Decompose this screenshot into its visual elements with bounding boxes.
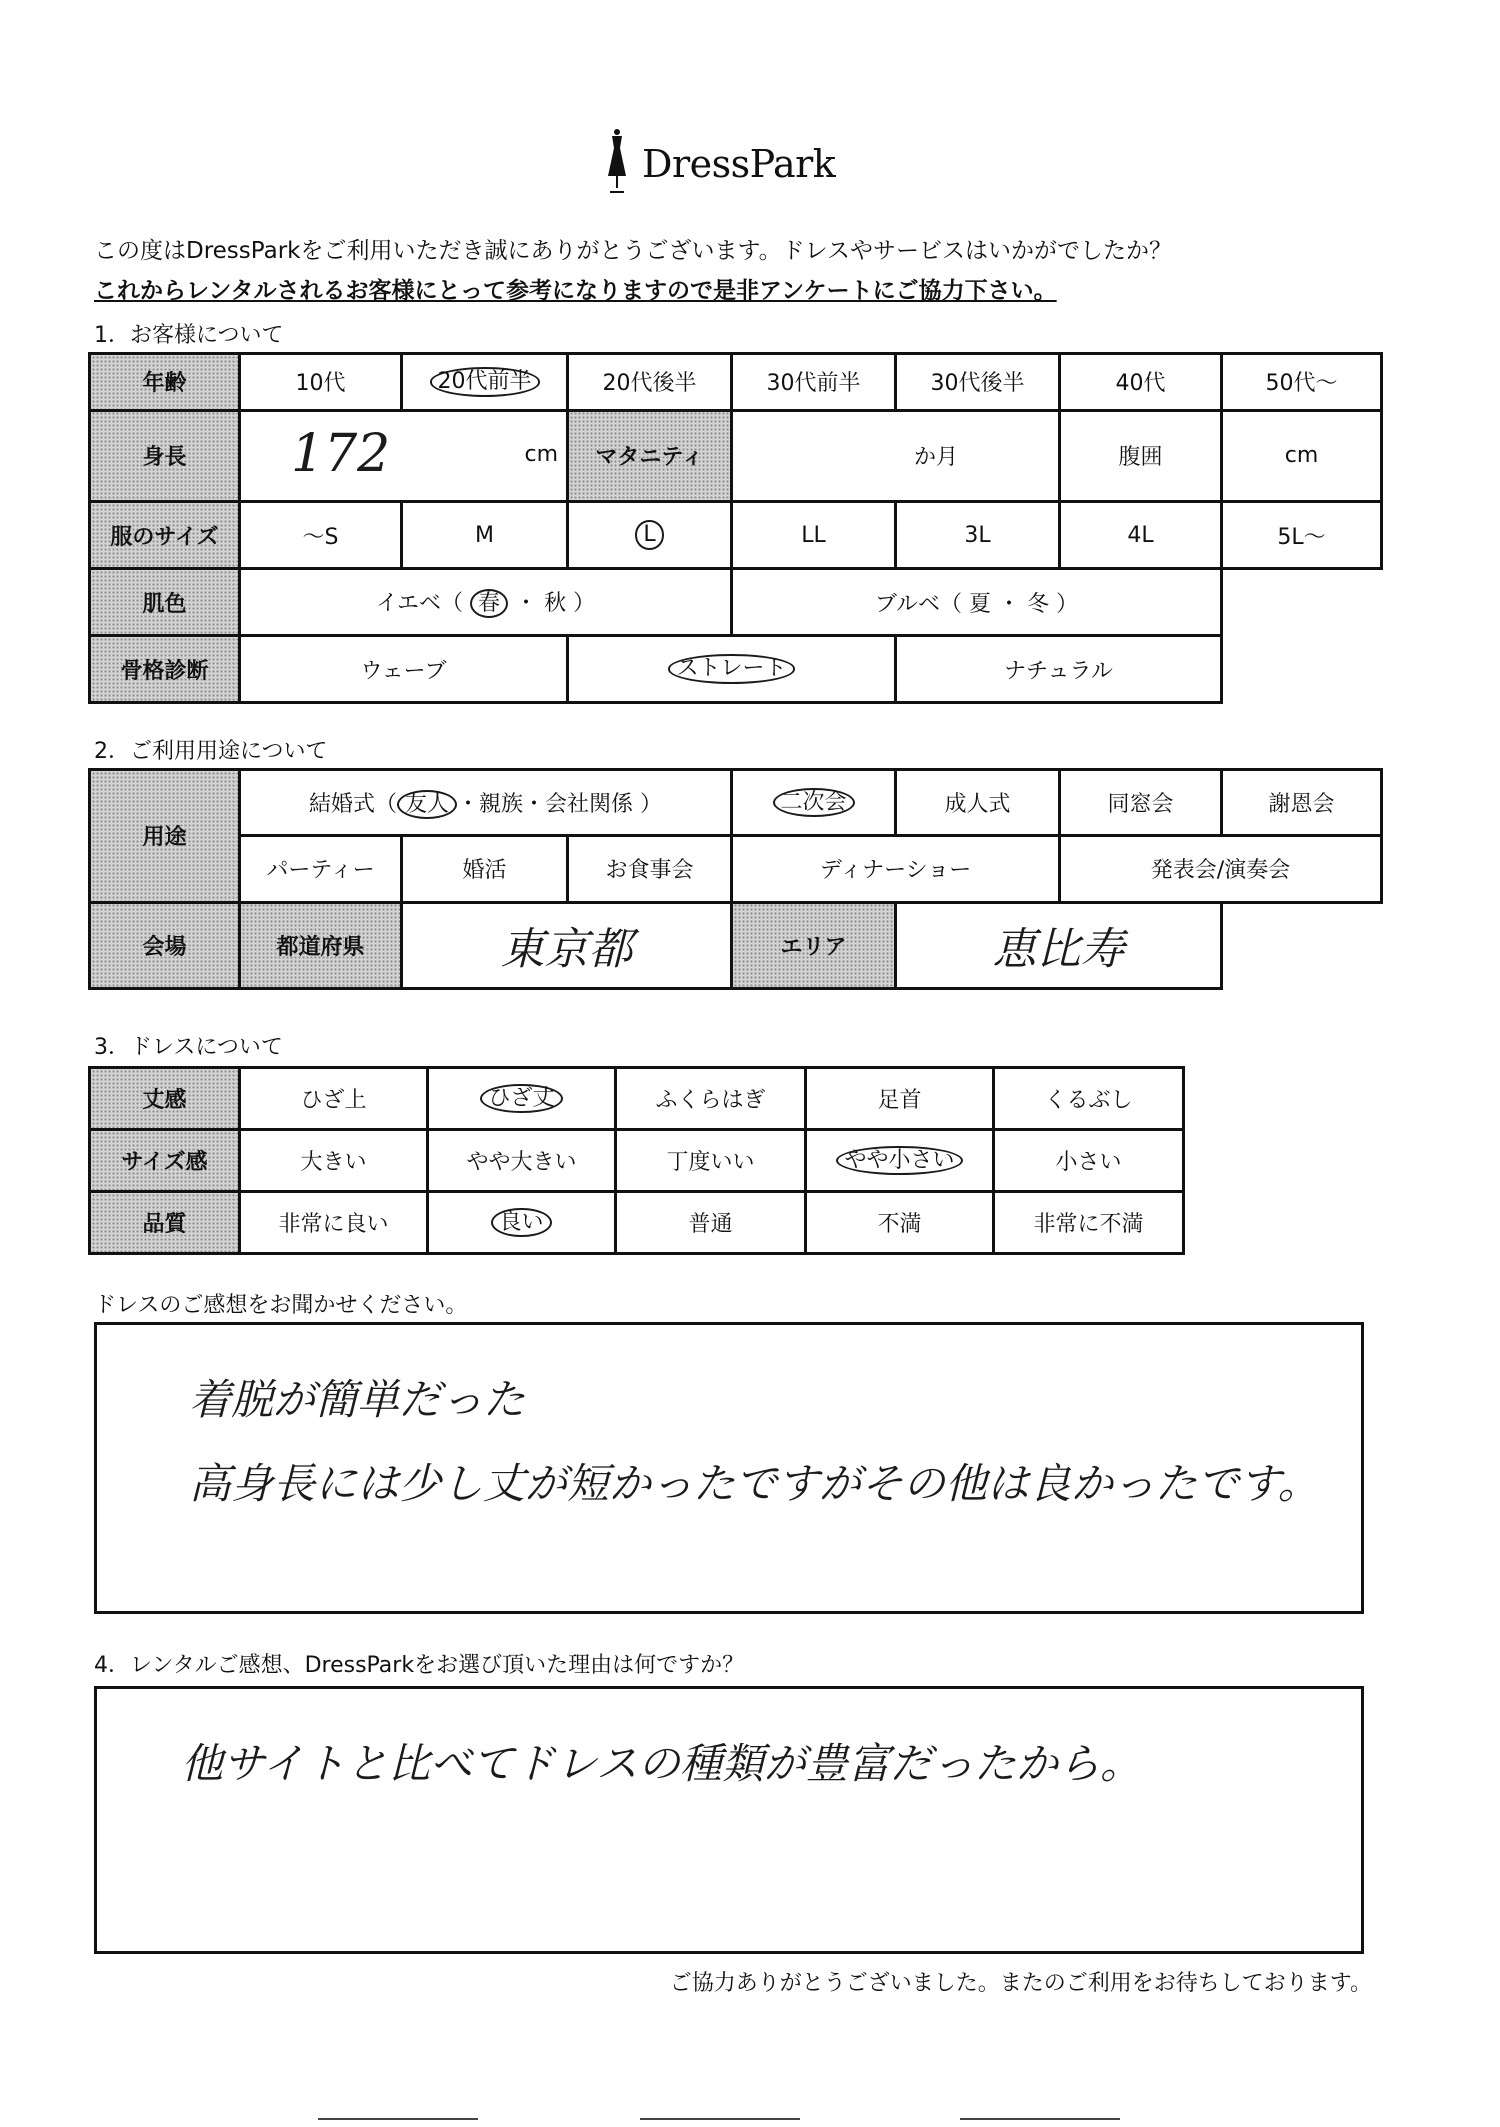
- prefecture-label: 都道府県: [240, 902, 402, 988]
- skin-row: [90, 569, 1382, 636]
- empty-cell: [1222, 569, 1382, 636]
- venue-row: [90, 902, 1382, 988]
- body-type-row: [90, 636, 1382, 703]
- length-option[interactable]: 足首: [806, 1068, 994, 1130]
- purpose-option-selected[interactable]: [732, 770, 896, 836]
- fit-label: サイズ感: [90, 1130, 240, 1192]
- paren-close: ）: [573, 590, 596, 616]
- purpose-row-2: [90, 836, 1382, 902]
- length-option-selected[interactable]: [428, 1068, 616, 1130]
- dress-comment-prompt: ドレスのご感想をお聞かせください。: [94, 1293, 468, 1318]
- age-option[interactable]: 50代～: [1222, 354, 1382, 411]
- length-option[interactable]: くるぶし: [994, 1068, 1184, 1130]
- age-label: 年齢: [90, 354, 240, 411]
- quality-option-selected[interactable]: [428, 1192, 616, 1254]
- purpose-row-1: [90, 770, 1382, 836]
- body-type-label: 骨格診断: [90, 636, 240, 703]
- fit-option[interactable]: 丁度いい: [616, 1130, 806, 1192]
- autumn-text: 秋: [544, 590, 567, 616]
- area-field[interactable]: [896, 902, 1222, 988]
- selection-circle: L: [635, 520, 663, 549]
- wedding-option[interactable]: [240, 770, 732, 836]
- purpose-option[interactable]: 謝恩会: [1222, 770, 1382, 836]
- intro-text: この度はDressParkをご利用いただき誠にありがとうございます。ドレスやサービスはいかがでしたか？: [94, 238, 1172, 264]
- fit-option[interactable]: やや大きい: [428, 1130, 616, 1192]
- skin-label: 肌色: [90, 569, 240, 636]
- quality-label: 品質: [90, 1192, 240, 1254]
- age-option-selected[interactable]: [402, 354, 568, 411]
- area-value: 恵比寿: [992, 924, 1125, 976]
- maternity-unit: か月: [913, 445, 958, 471]
- size-option[interactable]: 5L～: [1222, 502, 1382, 569]
- purpose-option[interactable]: 同窓会: [1060, 770, 1222, 836]
- reason-answer-box[interactable]: [94, 1686, 1364, 1954]
- yellow-base-text: イエベ（: [375, 590, 464, 616]
- intro-request: これからレンタルされるお客様にとって参考になりますので是非アンケートにご協力下さい。: [94, 278, 1057, 304]
- fit-option[interactable]: 小さい: [994, 1130, 1184, 1192]
- quality-option[interactable]: 不満: [806, 1192, 994, 1254]
- empty-cell: [1222, 636, 1382, 703]
- blue-base-option[interactable]: [732, 569, 1222, 636]
- maternity-field[interactable]: [732, 410, 1060, 501]
- length-option[interactable]: ひざ上: [240, 1068, 428, 1130]
- age-option[interactable]: 30代前半: [732, 354, 896, 411]
- age-option[interactable]: 20代後半: [568, 354, 732, 411]
- wedding-rest-text: ・親族・会社関係 ）: [457, 791, 663, 817]
- venue-label: 会場: [90, 902, 240, 988]
- size-option[interactable]: M: [402, 502, 568, 569]
- dress-comment-line: 着脱が簡単だった: [189, 1375, 526, 1424]
- age-option[interactable]: 30代後半: [896, 354, 1060, 411]
- selection-circle: やや小さい: [836, 1146, 962, 1175]
- summer-text: 夏: [969, 591, 992, 617]
- height-value: 172: [291, 423, 391, 484]
- scan-mark: [640, 2118, 800, 2120]
- section3-title: 3．ドレスについて: [94, 1035, 283, 1060]
- logo-text: DressPark: [642, 142, 836, 186]
- length-row: [90, 1068, 1184, 1130]
- waist-unit: cm: [1284, 443, 1319, 469]
- purpose-option[interactable]: 婚活: [402, 836, 568, 902]
- age-option[interactable]: 40代: [1060, 354, 1222, 411]
- fit-option-selected[interactable]: [806, 1130, 994, 1192]
- size-option[interactable]: 3L: [896, 502, 1060, 569]
- size-option[interactable]: ～S: [240, 502, 402, 569]
- quality-row: [90, 1192, 1184, 1254]
- selection-circle: 春: [470, 589, 508, 618]
- length-option[interactable]: ふくらはぎ: [616, 1068, 806, 1130]
- paren-close: ）: [1056, 591, 1079, 617]
- maternity-label: マタニティ: [568, 410, 732, 501]
- size-label: 服のサイズ: [90, 502, 240, 569]
- blue-base-text: ブルベ（: [874, 591, 963, 617]
- body-type-option-selected[interactable]: [568, 636, 896, 703]
- dress-comment-line: 高身長には少し丈が短かったですがその他は良かったです。: [189, 1459, 1320, 1508]
- purpose-option[interactable]: ディナーショー: [732, 836, 1060, 902]
- scan-mark: [318, 2118, 478, 2120]
- selection-circle: ストレート: [668, 654, 794, 683]
- empty-cell: [1222, 902, 1382, 988]
- separator: ・: [515, 590, 538, 616]
- area-label: エリア: [732, 902, 896, 988]
- size-option-selected[interactable]: [568, 502, 732, 569]
- length-label: 丈感: [90, 1068, 240, 1130]
- yellow-base-option[interactable]: [240, 569, 732, 636]
- age-option[interactable]: 10代: [240, 354, 402, 411]
- scan-mark: [960, 2118, 1120, 2120]
- purpose-option[interactable]: 発表会/演奏会: [1060, 836, 1382, 902]
- fit-option[interactable]: 大きい: [240, 1130, 428, 1192]
- dress-comment-box[interactable]: [94, 1322, 1364, 1614]
- selection-circle: 友人: [397, 790, 457, 819]
- purpose-option[interactable]: パーティー: [240, 836, 402, 902]
- purpose-label: 用途: [90, 770, 240, 903]
- waist-label: 腹囲: [1060, 410, 1222, 501]
- purpose-option[interactable]: お食事会: [568, 836, 732, 902]
- separator: ・: [998, 591, 1021, 617]
- age-row: [90, 354, 1382, 411]
- size-option[interactable]: 4L: [1060, 502, 1222, 569]
- size-row: [90, 502, 1382, 569]
- fit-row: [90, 1130, 1184, 1192]
- dresspark-logo: [600, 126, 840, 196]
- selection-circle: ひざ丈: [480, 1084, 562, 1113]
- body-type-option[interactable]: ナチュラル: [896, 636, 1222, 703]
- prefecture-value: 東京都: [500, 924, 633, 976]
- usage-table: [88, 768, 1383, 990]
- body-type-option[interactable]: ウェーブ: [240, 636, 568, 703]
- quality-option[interactable]: 非常に良い: [240, 1192, 428, 1254]
- purpose-option[interactable]: 成人式: [896, 770, 1060, 836]
- customer-table: [88, 352, 1383, 704]
- footer-thanks: ご協力ありがとうございました。またのご利用をお待ちしております。: [669, 1971, 1372, 1996]
- size-option[interactable]: LL: [732, 502, 896, 569]
- height-field[interactable]: [240, 410, 568, 501]
- section1-title: 1．お客様について: [94, 323, 284, 348]
- selection-circle: 二次会: [773, 788, 855, 817]
- dress-form-icon: [600, 126, 634, 196]
- section4-title: 4．レンタルご感想、DressParkをお選び頂いた理由は何ですか？: [94, 1653, 745, 1678]
- prefecture-field[interactable]: [402, 902, 732, 988]
- quality-option[interactable]: 普通: [616, 1192, 806, 1254]
- selection-circle: 20代前半: [430, 367, 540, 396]
- winter-text: 冬: [1027, 591, 1050, 617]
- height-unit: cm: [524, 441, 558, 467]
- section2-title: 2．ご利用用途について: [94, 739, 328, 764]
- height-row: [90, 410, 1382, 501]
- dress-table: [88, 1066, 1185, 1255]
- wedding-text: 結婚式（: [308, 791, 397, 817]
- waist-field[interactable]: [1222, 410, 1382, 501]
- selection-circle: 良い: [491, 1208, 551, 1237]
- reason-answer-text: 他サイトと比べてドレスの種類が豊富だったから。: [181, 1739, 1142, 1788]
- quality-option[interactable]: 非常に不満: [994, 1192, 1184, 1254]
- height-label: 身長: [90, 410, 240, 501]
